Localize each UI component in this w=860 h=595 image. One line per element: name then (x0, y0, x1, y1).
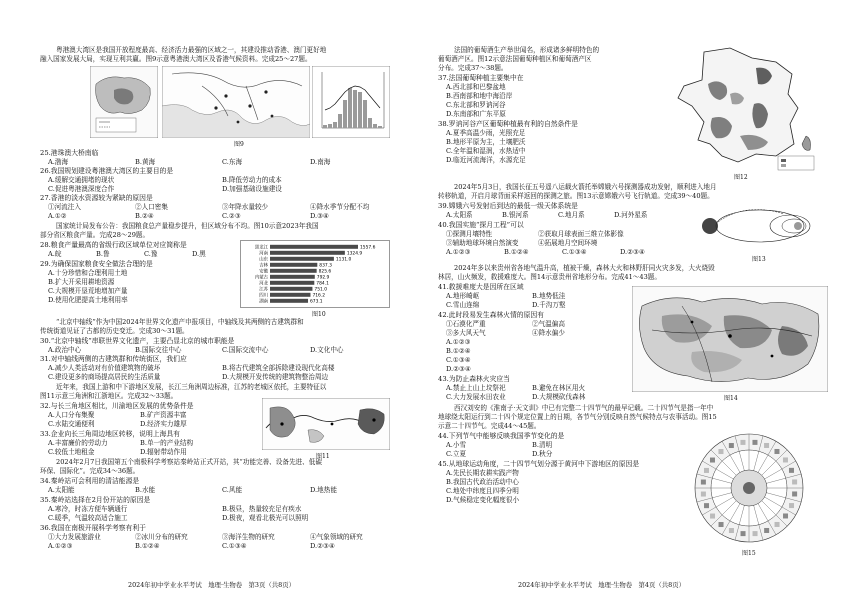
question-42: 42.此时段易发生森林火情的原因有 (438, 311, 544, 319)
figure-12-france-map (668, 44, 818, 172)
question-26: 26.我国规划建设粤港澳大湾区的主要目的是 (40, 167, 174, 175)
bar-category-label: 黑龙江 (254, 245, 268, 251)
bar (270, 281, 314, 285)
q25-option-b[interactable]: B.黄海 (135, 158, 156, 166)
term-cell (783, 457, 788, 462)
figure-12-caption: 图12 (734, 174, 748, 181)
figure-15-solar-terms-wheel (676, 430, 822, 546)
q40-option-b[interactable]: B.①②④ (504, 248, 529, 256)
bar-category-label: 安徽 (259, 269, 268, 275)
bar-category-label: 江苏 (259, 287, 268, 293)
bar-category-label: 四川 (259, 293, 268, 299)
bar-category-label: 河北 (259, 281, 268, 287)
q39-option-c[interactable]: C.地月系 (558, 211, 585, 219)
q33-option-a[interactable]: A.丰富廉价的劳动力 (48, 439, 108, 447)
question-36: 36.我国在南极开展科学考察有利于 (40, 524, 146, 532)
question-37: 37.法国葡萄种植主要集中在 (438, 74, 524, 82)
q25-option-a[interactable]: A.渤海 (48, 158, 69, 166)
q42-option-a[interactable]: A.①②③ (446, 338, 471, 346)
q26-option-b[interactable]: B.降低劳动力的成本 (222, 176, 282, 184)
q30-option-a[interactable]: A.政治中心 (48, 346, 82, 354)
bar-category-label: 山东 (259, 257, 268, 263)
q31-option-c[interactable]: C.建设更多的商场提高居民的生活质量 (48, 373, 161, 381)
q39-option-b[interactable]: B.银河系 (502, 211, 529, 219)
figure-14-guizhou-map (632, 286, 828, 392)
q33-option-b[interactable]: B.单一的产业结构 (140, 439, 194, 447)
q40-item-3: ③辅助地球环境自然演变 (446, 239, 519, 247)
q35-option-b[interactable]: B.极昼，热量较充足有疾水 (222, 505, 302, 513)
bar-value-label: 1557.6 (360, 245, 376, 251)
intro-change-line-2: 转移轨道，开启月球背面采样返回的探测之旅。图13示意嫦娥六号飞行轨道。完成39～40题。 (438, 192, 714, 200)
intro-france-line-1: 法国的葡萄酒生产举世闻名，形成诸多鲜明特色的 (454, 46, 600, 54)
figure-9-climate-chart (312, 66, 390, 138)
q38-option-c[interactable]: C.全年温和湿润，水热适中 (446, 147, 526, 155)
question-33: 33.企业向长三角周边地区转移，说明上海具有 (40, 430, 180, 438)
question-34: 34.秦岭站可会利用的清洁能源是 (40, 477, 140, 485)
q36-item-2: ②冰川分布的研究 (135, 533, 188, 541)
q39-option-a[interactable]: A.太阳系 (446, 211, 473, 219)
term-cell (741, 531, 746, 536)
q27-item-3: ③年降水量较少 (222, 203, 269, 211)
bar (270, 275, 315, 279)
bar-category-label: 湖南 (259, 299, 268, 305)
question-38: 38.罗讷河谷产区葡萄种植最有利的自然条件是 (438, 120, 578, 128)
q33-option-d[interactable]: D.辐射带动作用 (140, 448, 187, 456)
bar (270, 287, 312, 291)
q34-option-d[interactable]: D.地热能 (310, 486, 337, 494)
intro-gba-line-1: 粤港澳大湾区是我国开放程度最高、经济活力最强的区域之一，其建设推动香港、澳门更好地 (56, 46, 327, 54)
intro-france-line-2: 葡萄酒产区。图12示意法国葡萄种植区和葡萄酒产区 (438, 55, 592, 63)
q32-option-a[interactable]: A.人口分布集聚 (48, 411, 95, 419)
bar-category-label: 河南 (259, 251, 268, 257)
q43-option-b[interactable]: B.避免在林区用火 (532, 384, 586, 392)
bar (270, 251, 345, 255)
intro-grain-line-2: 部分省区粮食产量。完成28～29题。 (40, 231, 150, 239)
figure-9-map-large (162, 66, 310, 138)
q25-option-d[interactable]: D.南海 (310, 158, 331, 166)
q42-option-c[interactable]: C.①③④ (446, 356, 471, 364)
precipitation-column (353, 90, 357, 128)
q36-option-c[interactable]: C.①③④ (222, 542, 247, 550)
term-cell (783, 513, 788, 518)
figure-15-caption: 图15 (742, 550, 756, 557)
question-25: 25.港珠澳大桥南临 (40, 149, 99, 157)
q42-option-b[interactable]: B.①②④ (446, 347, 471, 355)
q29-option-a[interactable]: A.十分珍惜和合理利用土地 (48, 269, 128, 277)
precipitation-column (358, 92, 362, 128)
q42-item-4: ④降水偏少 (532, 329, 565, 337)
term-cell (764, 443, 769, 448)
precipitation-column (348, 88, 352, 128)
q40-item-1: ①探测月壤特性 (446, 230, 493, 238)
q34-option-c[interactable]: C.风能 (222, 486, 243, 494)
precipitation-column (333, 122, 337, 128)
intro-antarctic-line-2: 环保、国际化”。完成34～36题。 (40, 467, 140, 475)
q40-option-c[interactable]: C.①③④ (562, 248, 587, 256)
q29-option-b[interactable]: B.扩大开采用耕地资源 (48, 278, 115, 286)
q28-option-d[interactable]: D.黑 (192, 250, 206, 258)
exam-page-right (432, 0, 852, 595)
q28-option-c[interactable]: C.豫 (144, 250, 158, 258)
bar (270, 257, 334, 261)
q27-option-c[interactable]: C.②③ (222, 212, 241, 220)
intro-terms-line-1: 西汉刘安的《淮南子·天文训》中已有完整二十四节气的最早记载。二十四节气是指一年中 (454, 404, 714, 412)
intro-antarctic-line-1: 2024年2月7日我国第五个南极科学考察站秦岭站正式开站，其“功能完善、设备先进、低碳 (56, 458, 322, 466)
figure-9-caption: 图9 (234, 141, 244, 148)
intro-terms-line-2: 地球绕太阳运行到二十四个规定位置上的日期，各节气分别反映自然气候特点与农事活动。图15 (438, 413, 717, 421)
bar-value-label: 825.6 (318, 269, 332, 275)
term-cell (774, 449, 779, 454)
q40-option-d[interactable]: D.②③④ (620, 248, 645, 256)
term-cell (789, 503, 794, 508)
q41-option-d[interactable]: D.千沟万壑 (532, 301, 566, 309)
figure-13-caption: 图13 (752, 256, 766, 263)
figure-11-caption: 图11 (316, 453, 330, 460)
question-31: 31.对中轴线两侧的古建筑群和传统街区，我们应 (40, 355, 187, 363)
q42-item-1: ①石漠化严重 (446, 320, 486, 328)
q35-option-a[interactable]: A.寒冷，时冻方便车辆通行 (48, 505, 128, 513)
q45-option-d[interactable]: D.气候稳定变化幅度很小 (446, 496, 520, 504)
q34-option-a[interactable]: A.太阳能 (48, 486, 75, 494)
term-cell (701, 480, 706, 485)
q42-option-d[interactable]: D.②③④ (446, 365, 471, 373)
question-35: 35.秦岭站选择在2月份开站的原因是 (40, 496, 151, 504)
question-39: 39.嫦娥六号发射后到达的最低一级天体系统是 (438, 202, 578, 210)
term-cell (729, 528, 734, 533)
bar (270, 263, 317, 267)
bar (270, 269, 317, 273)
q45-option-c[interactable]: C.地处中纬度且四季分明 (446, 487, 519, 495)
term-cell (718, 449, 723, 454)
q38-option-a[interactable]: A.夏季高温少雨，光照充足 (446, 129, 526, 137)
q27-option-a[interactable]: A.①② (48, 212, 67, 220)
intro-guizhou-line-1: 2024年多以来贵州省各地气温升高，植被干燥，森林大火和林野肝同火灾多发，大火烧毁 (454, 264, 715, 272)
intro-change-line-1: 2024年5月3日，我国长征五号遥八运载火箭托举嫦娥六号探测器成功发射，顺利进入地月 (454, 183, 717, 191)
q41-option-b[interactable]: B.地势低洼 (532, 292, 566, 300)
figure-9-map-small (90, 66, 158, 138)
q43-option-d[interactable]: D.大规模砍伐森林 (532, 393, 586, 401)
q26-option-a[interactable]: A.缓解交通拥堵的现状 (48, 176, 115, 184)
q32-option-c[interactable]: C.水陆交通便利 (48, 420, 95, 428)
term-cell (719, 522, 724, 527)
q27-item-4: ④降水季节分配不均 (310, 203, 370, 211)
q37-option-b[interactable]: B.西南部和地中海沿岸 (446, 92, 513, 100)
q35-option-d[interactable]: D.极夜，观看北极光可以照明 (222, 514, 309, 522)
intro-yangtze-line-2: 图11示意三角洲和江浙地区。完成32～33题。 (40, 392, 178, 400)
q40-item-2: ②获取月球表面三维立体影像 (538, 230, 624, 238)
question-44: 44.下列节气中能够反映我国季节变化的是 (438, 432, 565, 440)
q25-option-c[interactable]: C.东海 (222, 158, 243, 166)
q45-option-b[interactable]: B.我国古代政治活动中心 (446, 478, 519, 486)
intro-france-line-3: 分布。完成37～38题。 (438, 64, 508, 72)
q27-item-2: ②人口密集 (135, 203, 168, 211)
q36-item-1: ①大力发展旅游业 (48, 533, 101, 541)
bar-value-label: 837.3 (319, 263, 332, 269)
bar (270, 245, 358, 249)
q37-option-a[interactable]: A.西北部和巴黎盆地 (446, 83, 506, 91)
term-cell (704, 503, 709, 508)
term-cell (704, 468, 709, 473)
q44-option-a[interactable]: A.小雪 (446, 441, 467, 449)
question-40: 40.我国实施“探月工程”可以 (438, 221, 524, 229)
term-cell (764, 528, 769, 533)
page-footer-right: 2024年初中学业水平考试 地理·生物卷 第4页（共8页） (518, 581, 686, 589)
intro-axis-line-2: 传统街道见证了古都的历史变迁。完成30～31题。 (40, 327, 189, 335)
bar-category-label: 内蒙古 (254, 275, 268, 281)
q40-option-a[interactable]: A.①②③ (446, 248, 471, 256)
q38-option-b[interactable]: B.地形平原为主，土壤肥沃 (446, 138, 526, 146)
bar-value-label: 784.1 (316, 281, 329, 287)
term-cell (710, 514, 715, 519)
question-27: 27.香港的淡水资源较为紧缺的原因是 (40, 194, 153, 202)
bar (270, 299, 308, 303)
precipitation-column (363, 100, 367, 128)
q39-option-d[interactable]: D.河外星系 (614, 211, 648, 219)
precipitation-column (323, 125, 327, 128)
q27-item-1: ①河流注入 (48, 203, 81, 211)
intro-grain-line-1: 国家统计局发布公告：我国粮食总产量稳步提升，但区域分布不均。图10示意2023年我国 (56, 222, 319, 230)
precipitation-column (343, 100, 347, 128)
precipitation-column (378, 126, 382, 128)
question-28: 28.粮食产量最高的省级行政区域单位对应简称是 (40, 241, 187, 249)
question-41: 41.救援难度大是因所在区域 (438, 283, 524, 291)
precipitation-column (368, 118, 372, 128)
bar-value-label: 751.0 (314, 287, 328, 293)
q30-option-b[interactable]: B.国际交往中心 (135, 346, 182, 354)
page-footer-left: 2024年初中学业水平考试 地理·生物卷 第3页（共8页） (128, 581, 296, 589)
q34-option-b[interactable]: B.水能 (135, 486, 156, 494)
figure-11-map (262, 398, 390, 450)
precipitation-column (328, 124, 332, 128)
q30-option-d[interactable]: D.文化中心 (310, 346, 344, 354)
bar (270, 293, 310, 297)
figure-10-grain-chart (240, 240, 390, 308)
question-43: 43.为防止森林火灾应当 (438, 375, 510, 383)
precipitation-column (338, 114, 342, 128)
q36-option-a[interactable]: A.①②③ (48, 542, 73, 550)
q31-option-d[interactable]: D.大规模开发传统的建筑物整治周边 (222, 373, 329, 381)
term-cell (792, 491, 797, 496)
question-29: 29.为确保国家粮食安全做法合理的是 (40, 260, 153, 268)
q32-option-b[interactable]: B.矿产资源丰富 (140, 411, 187, 419)
q32-option-d[interactable]: D.经济实力雄厚 (140, 420, 187, 428)
q33-option-c[interactable]: C.较低土地租金 (48, 448, 95, 456)
intro-terms-line-3: 示意二十四节气。完成44～45题。 (438, 422, 541, 430)
q36-option-d[interactable]: D.②③④ (310, 542, 335, 550)
q37-option-d[interactable]: D.东南部和广东平原 (446, 110, 506, 118)
bar-value-label: 716.2 (312, 293, 326, 299)
bar-value-label: 1131.0 (335, 257, 352, 263)
q27-option-b[interactable]: B.②④ (135, 212, 154, 220)
q28-option-a[interactable]: A.皖 (48, 250, 62, 258)
q44-option-d[interactable]: D.秋分 (532, 450, 553, 458)
question-45: 45.从地球运动角度，二十四节气划分源于黄河中下游地区的原因是 (438, 460, 640, 468)
intro-axis-line-1: “北京中轴线”作为中国2024年世界文化遗产申报项目，中轴线及其两侧的古建筑群和 (56, 318, 304, 326)
intro-yangtze-line-1: 近年来，我国上游和中下游地区发展，长江三角洲周边标准，江苏的老城区依托，主要特征以 (56, 383, 327, 391)
q30-option-c[interactable]: C.国际交流中心 (222, 346, 269, 354)
q44-option-c[interactable]: C.立夏 (446, 450, 467, 458)
q40-item-4: ④拓展地月空间环境 (538, 239, 598, 247)
term-cell (729, 443, 734, 448)
q36-option-b[interactable]: B.①②④ (135, 542, 160, 550)
bar-value-label: 673.1 (310, 299, 323, 305)
q27-option-d[interactable]: D.③④ (310, 212, 329, 220)
term-cell (753, 531, 758, 536)
q42-item-2: ②气温偏高 (532, 320, 565, 328)
question-32: 32.与长三角地区相比，川渝地区发展的优势条件是 (40, 402, 194, 410)
figure-14-caption: 图14 (724, 395, 738, 402)
q41-option-a[interactable]: A.地形崎岖 (446, 292, 480, 300)
q28-option-b[interactable]: B.鲁 (96, 250, 110, 258)
q29-option-d[interactable]: D.使用化肥提高土地利用率 (48, 296, 128, 304)
q44-option-b[interactable]: B.清明 (532, 441, 553, 449)
term-cell (789, 468, 794, 473)
term-cell (701, 492, 706, 497)
q42-item-3: ③多大风天气 (446, 329, 486, 337)
intro-guizhou-line-2: 林居，山火频发，救援难度大。图14示意贵州省地形分布。完成41～43题。 (438, 273, 661, 281)
q26-option-c[interactable]: C.促进粤港澳深度合作 (48, 185, 115, 193)
q38-option-d[interactable]: D.临近河流海洋，水源充足 (446, 156, 526, 164)
question-30: 30.“北京中轴线”串联世界文化遗产，主要凸显北京的城市职能是 (40, 337, 235, 345)
q43-option-a[interactable]: A.禁止上山上坟祭祀 (446, 384, 506, 392)
exam-page-left (0, 0, 420, 595)
figure-10-caption: 图10 (312, 311, 326, 318)
q43-option-c[interactable]: C.大力发展水田农业 (446, 393, 506, 401)
term-cell (792, 479, 797, 484)
q36-item-3: ③海洋生物的研究 (222, 533, 275, 541)
term-cell (775, 522, 780, 527)
precipitation-column (373, 124, 377, 128)
intro-gba-line-2: 融入国家发展大局，实现互利共赢。图9示意粤港澳大湾区及香港气候资料。完成25～27题。 (40, 55, 312, 63)
q37-option-c[interactable]: C.东北部和罗讷河谷 (446, 101, 506, 109)
q45-option-a[interactable]: A.先民长期农耕实践产物 (446, 469, 519, 477)
q41-option-c[interactable]: C.雪山连绵 (446, 301, 480, 309)
q36-item-4: ④气象领域的研究 (310, 533, 363, 541)
figure-13-orbit-diagram (694, 198, 820, 252)
q29-option-c[interactable]: C.大规模开垦荒地增加产量 (48, 287, 128, 295)
q35-option-c[interactable]: C.暖季，气温较高适合施工 (48, 514, 128, 522)
bar-value-label: 792.9 (316, 275, 330, 281)
bar-category-label: 吉林 (259, 263, 268, 269)
q26-option-d[interactable]: D.加强基础设施建设 (222, 185, 282, 193)
term-cell (752, 440, 757, 445)
q31-option-b[interactable]: B.将古代建筑全部拆除建设现代化高楼 (222, 364, 335, 372)
bar-value-label: 1324.9 (346, 251, 363, 257)
term-cell (710, 458, 715, 463)
q31-option-a[interactable]: A.减少人类活动对有价值建筑物的破坏 (48, 364, 161, 372)
term-cell (740, 440, 745, 445)
